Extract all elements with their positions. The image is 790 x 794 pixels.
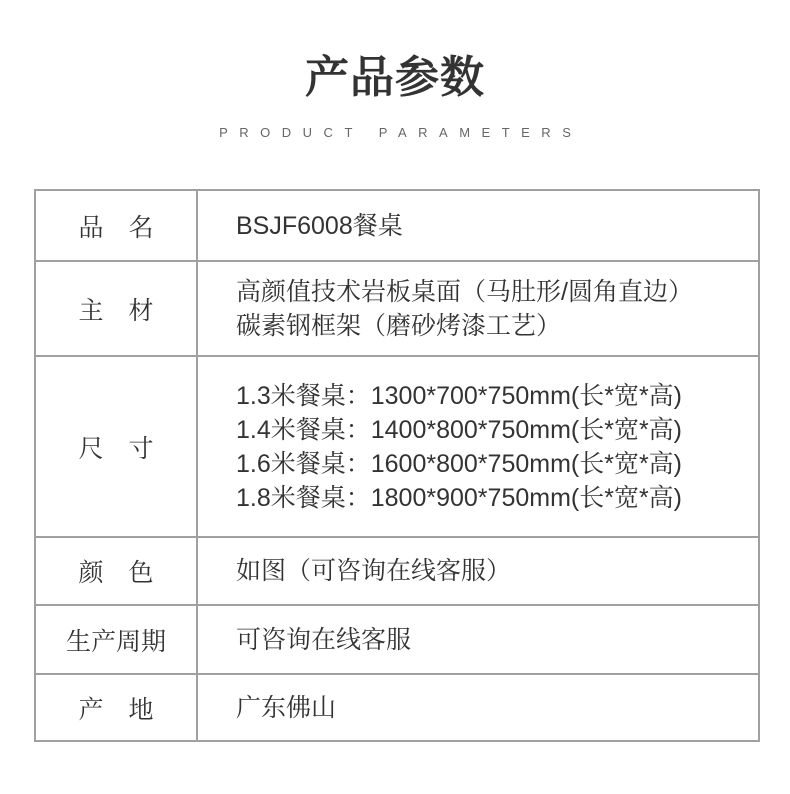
row-label: 品 名 (36, 191, 198, 260)
row-label: 生产周期 (36, 606, 198, 673)
row-value (198, 262, 758, 355)
table-row-size (36, 357, 758, 538)
value-line: 1.8米餐桌：1800*900*750mm(长*宽*高) (236, 483, 683, 512)
value-line: 高颜值技术岩板桌面（马肚形/圆角直边） (236, 277, 693, 306)
value-line: 1.3米餐桌：1300*700*750mm(长*宽*高) (236, 381, 683, 410)
row-label: 颜 色 (36, 538, 198, 604)
parameters-table (34, 189, 760, 742)
row-value (198, 675, 758, 740)
value-line: 1.4米餐桌：1400*800*750mm(长*宽*高) (236, 415, 683, 444)
row-value (198, 357, 758, 536)
value-line: 碳素钢框架（磨砂烤漆工艺） (236, 311, 562, 340)
table-row-product-name (36, 191, 758, 262)
table-row-material (36, 262, 758, 357)
table-row-production-cycle (36, 606, 758, 675)
value-line: BSJF6008餐桌 (236, 211, 403, 240)
page-subtitle: PRODUCT PARAMETERS (219, 125, 583, 140)
value-line: 如图（可咨询在线客服） (236, 557, 512, 585)
row-value (198, 191, 758, 260)
row-label: 尺 寸 (36, 357, 198, 536)
value-line: 1.6米餐桌：1600*800*750mm(长*宽*高) (236, 449, 683, 478)
page-title: 产品参数 (305, 53, 485, 102)
value-line: 可咨询在线客服 (236, 625, 412, 654)
row-value (198, 606, 758, 673)
table-row-origin (36, 675, 758, 740)
value-line: 广东佛山 (236, 693, 337, 722)
row-value (198, 538, 758, 604)
row-label: 主 材 (36, 262, 198, 355)
row-label: 产 地 (36, 675, 198, 740)
table-row-color (36, 538, 758, 606)
